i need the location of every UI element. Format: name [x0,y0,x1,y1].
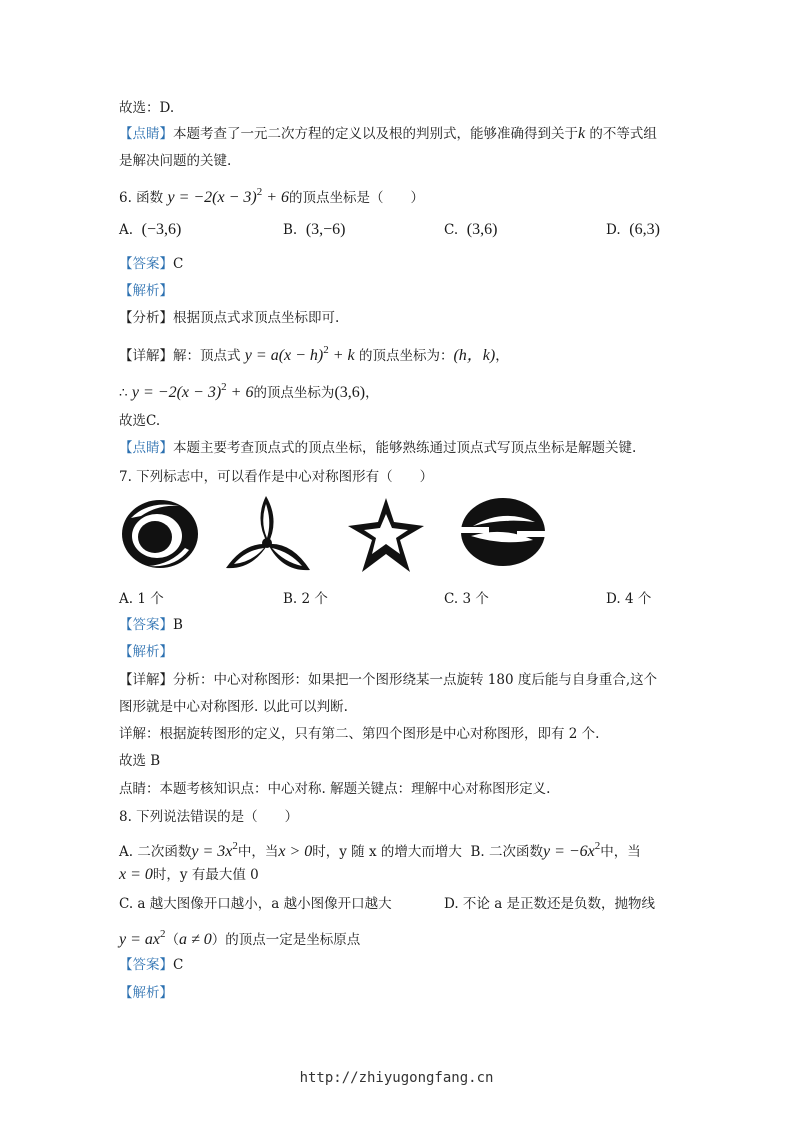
q6-fenxi: 【分析】根据顶点式求顶点坐标即可. [119,310,340,326]
q7-dianjing: 点睛：本题考核知识点：中心对称. 解题关键点：理解中心对称图形定义. [119,781,551,797]
q7-answer: 【答案】B [119,617,183,633]
question-text: 的顶点坐标是（ ） [289,190,425,206]
question-6-stem [119,183,424,207]
dianjing-text-tail: 的不等式组 [585,126,657,142]
dianjing-line-2: 是解决问题的关键. [119,153,232,169]
formula: $y = 3x^2$ [191,840,238,860]
q6-analysis-tag: 【解析】 [119,283,173,299]
question-number: 6. 函数 [119,190,164,206]
q7-option-b: B. 2 个 [283,591,328,607]
q7-detail: 详解：根据旋转图形的定义，只有第二、第四个图形是中心对称图形，即有 2 个. [119,726,600,742]
q7-xiangjie-1: 【详解】分析：中心对称图形：如果把一个图形绕某一点旋转 180 度后能与自身重合,这个 [119,672,658,688]
variable-k: k [578,125,586,142]
q6-option-c: C. (3,6) [444,221,498,238]
q7-option-c: C. 3 个 [444,591,489,607]
q8-answer: 【答案】C [119,957,184,973]
formula: $y = -6x^2$ [542,840,601,860]
formula: $y = -2(x - 3)^2 + 6$ [131,381,254,401]
formula: $y = -2(x - 3)^2 + 6$ [167,186,290,206]
q6-dianjing: 【点睛】本题主要考查顶点式的顶点坐标，能够熟练通过顶点式写顶点坐标是解题关键. [119,440,637,456]
vertex-form-formula: $y = a(x - h)^2 + k$ [244,344,355,364]
q7-analysis-tag: 【解析】 [119,644,173,660]
q8-option-c-d-line: C. a 越大图像开口越小，a 越小图像开口越大 [119,896,392,912]
q6-option-a: A. (−3,6) [119,221,182,238]
q7-option-a: A. 1 个 [119,591,164,607]
logo-figure-1 [119,496,201,574]
question-7-stem: 7. 下列标志中，可以看作是中心对称图形有（ ） [119,469,434,485]
q8-option-a-b-line: A. 二次函数$y = 3x^2$中，当x > 0时，y 随 x 的增大而增大 B. 二次函数$y = -6x^2$中，当 [119,840,641,860]
dianjing-line-1 [119,125,657,143]
formula: $y = ax^2$ [119,928,166,948]
dianjing-tag: 【点睛】 [119,126,173,142]
logo-figure-2 [222,496,312,576]
logo-figure-4 [459,496,547,568]
q7-gu-xuan: 故选 B [119,753,161,769]
q8-option-d-cont: $y = ax^2(a \ne 0)$的顶点一定是坐标原点 [119,928,361,948]
q8-option-d: D. 不论 a 是正数还是负数，抛物线 [444,896,656,912]
dianjing-text: 本题考查了一元二次方程的定义以及根的判别式，能够准确得到关于 [173,126,578,142]
q6-option-b: B. (3,−6) [283,221,346,238]
q6-gu-xuan: 故选C. [119,413,161,429]
q6-option-d: D. (6,3) [606,221,660,238]
q8-analysis-tag: 【解析】 [119,985,173,1001]
q7-option-d: D. 4 个 [606,591,652,607]
q8-option-b-cont: x = 0时，y 有最大值 0 [119,866,259,883]
q6-xiangjie: 【详解】解：顶点式 $y = a(x - h)^2 + k$ 的顶点坐标为：(h，k)， [119,344,509,364]
answer-choice-d: 故选：D. [119,100,175,116]
logo-figure-3 [346,496,426,574]
q6-therefore: ∴ $y = -2(x - 3)^2 + 6$的顶点坐标为(3,6)， [119,381,379,401]
question-8-stem: 8. 下列说法错误的是（ ） [119,809,299,825]
q7-xiangjie-2: 图形就是中心对称图形. 以此可以判断. [119,699,348,715]
q6-answer: 【答案】C [119,256,184,272]
footer-url[interactable]: http://zhiyugongfang.cn [299,1070,494,1086]
